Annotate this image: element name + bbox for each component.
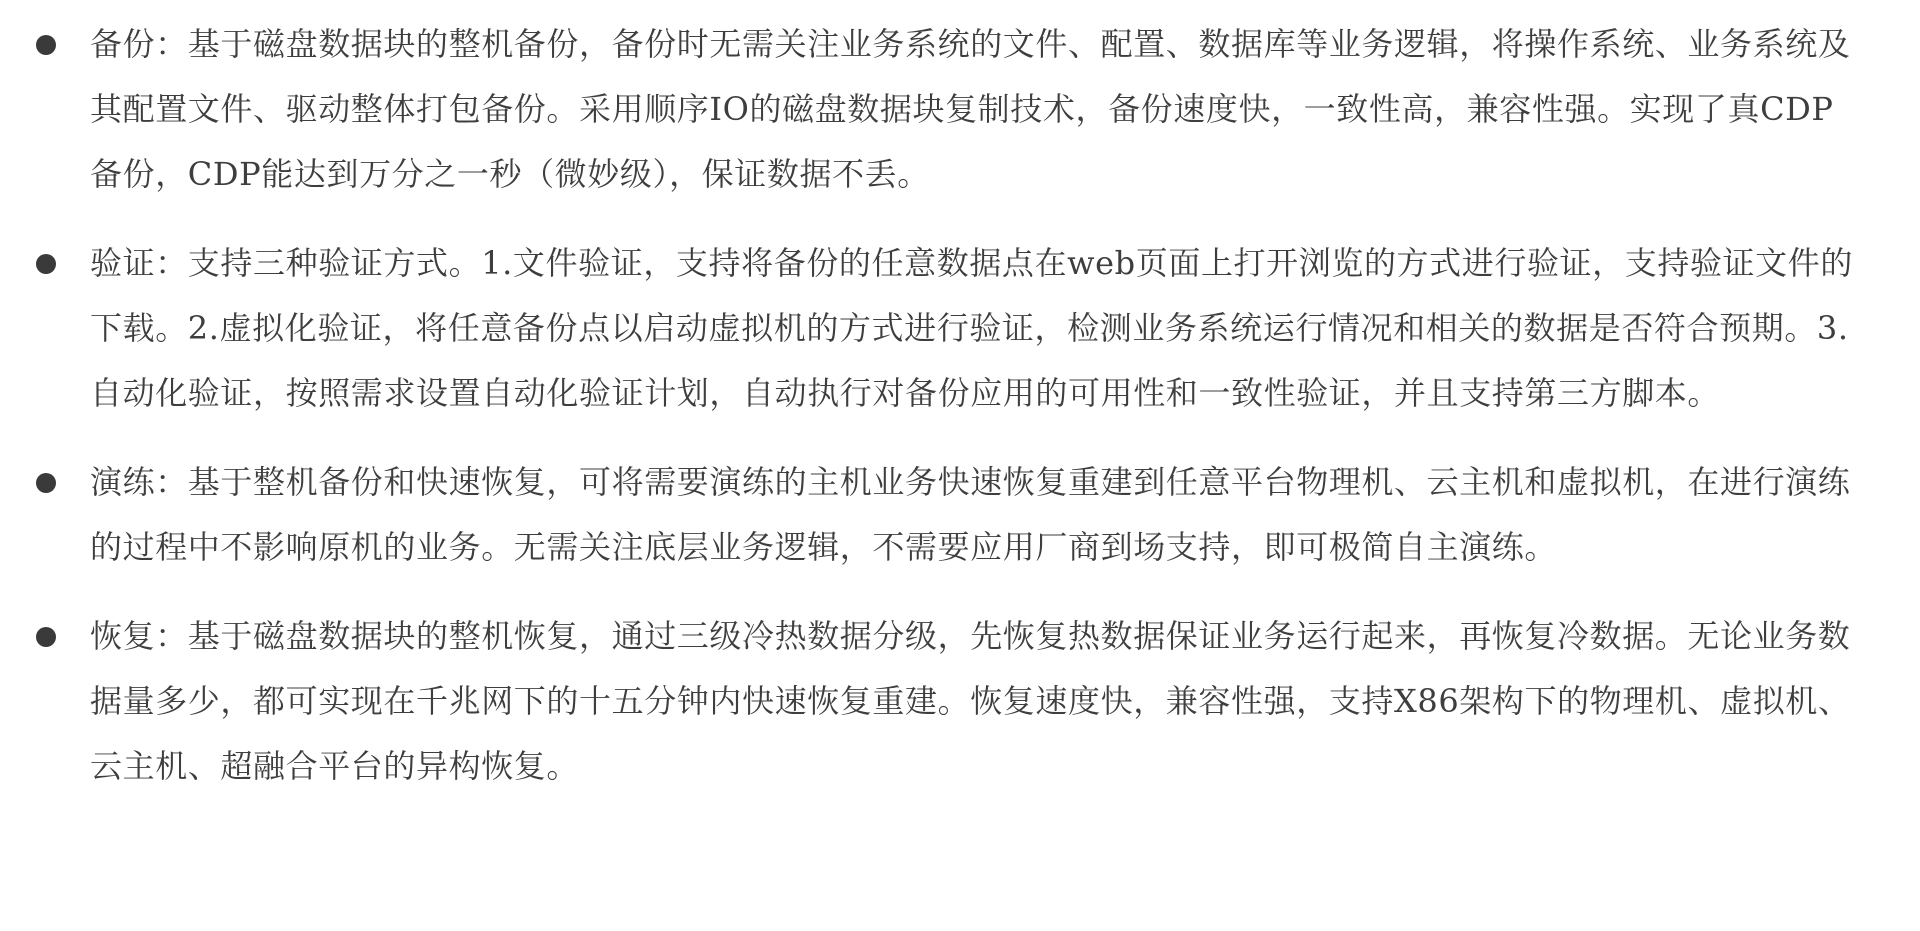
bullet-text-drill: 演练：基于整机备份和快速恢复，可将需要演练的主机业务快速恢复重建到任意平台物理机、云主机和虚拟机，在进行演练的过程中不影响原机的业务。无需关注底层业务逻辑，不需要应用厂商到场支持，即可极简自主演练。 xyxy=(90,463,1851,566)
bullet-text-verify: 验证：支持三种验证方式。1.文件验证，支持将备份的任意数据点在web页面上打开浏览的方式进行验证，支持验证文件的下载。2.虚拟化验证，将任意备份点以启动虚拟机的方式进行验证，检测业务系统运行情况和相关的数据是否符合预期。3.自动化验证，按照需求设置自动化验证计划，自动执行对备份应用的可用性和一致性验证，并且支持第三方脚本。 xyxy=(90,244,1853,412)
bullet-text-backup: 备份：基于磁盘数据块的整机备份，备份时无需关注业务系统的文件、配置、数据库等业务逻辑，将操作系统、业务系统及其配置文件、驱动整体打包备份。采用顺序IO的磁盘数据块复制技术，备份速度快，一致性高，兼容性强。实现了真CDP备份，CDP能达到万分之一秒（微妙级），保证数据不丢。 xyxy=(90,25,1851,193)
bullet-dot-icon xyxy=(36,473,56,493)
bullet-dot-icon xyxy=(36,627,56,647)
bullet-item-verify xyxy=(0,231,1860,426)
feature-bullet-list xyxy=(0,12,1920,823)
bullet-dot-icon xyxy=(36,254,56,274)
bullet-text-restore: 恢复：基于磁盘数据块的整机恢复，通过三级冷热数据分级，先恢复热数据保证业务运行起来，再恢复冷数据。无论业务数据量多少，都可实现在千兆网下的十五分钟内快速恢复重建。恢复速度快，兼容性强，支持X86架构下的物理机、虚拟机、云主机、超融合平台的异构恢复。 xyxy=(90,617,1851,785)
bullet-dot-icon xyxy=(36,35,56,55)
bullet-item-backup xyxy=(0,12,1860,207)
bullet-item-restore xyxy=(0,604,1860,799)
bullet-item-drill xyxy=(0,450,1860,580)
